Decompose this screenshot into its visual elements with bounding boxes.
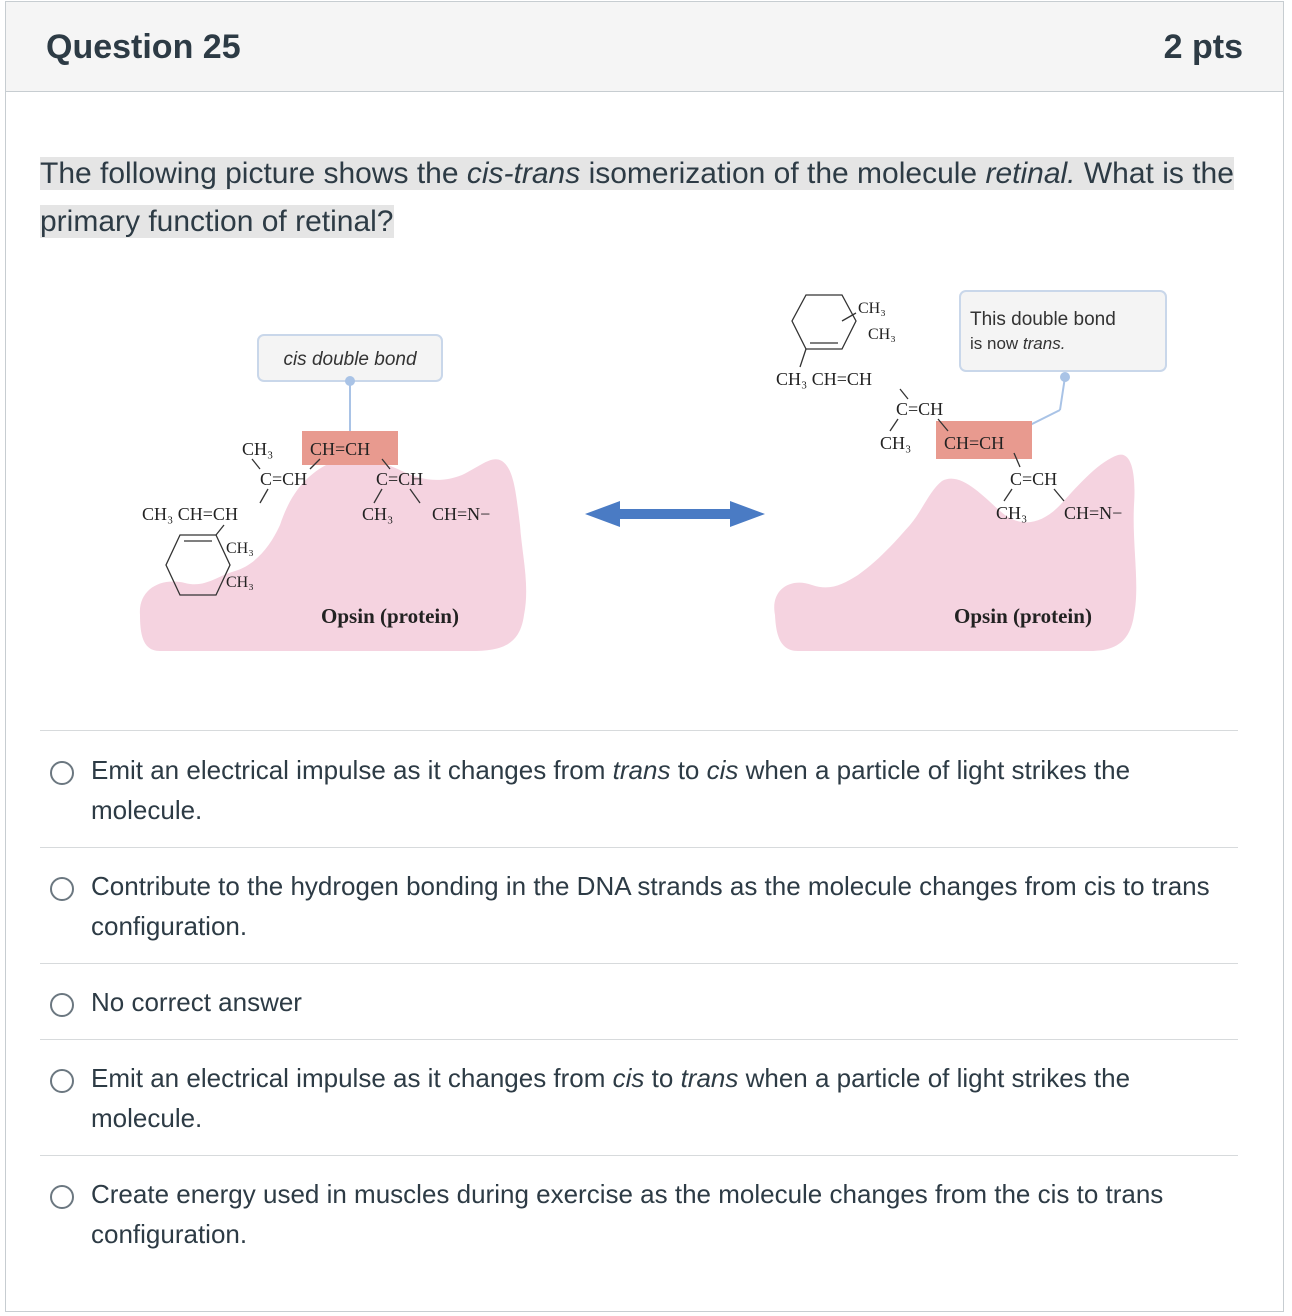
left-ring-ch3-bottom: CH₃ xyxy=(226,574,254,591)
right-ch3-mid: CH₃ xyxy=(880,433,912,453)
question-title: Question 25 xyxy=(46,28,241,66)
answer-option[interactable] xyxy=(40,1155,1238,1255)
answer-label xyxy=(91,848,1238,946)
answer-text-part: trans xyxy=(680,1063,739,1093)
answer-text-part: Contribute to the hydrogen bonding in the DNA strands as the molecule changes from cis to trans configuration. xyxy=(91,871,1210,941)
answer-text-part: Emit an electrical impulse as it changes from xyxy=(91,1063,613,1093)
answer-text-part: when a particle of light strikes the molecule. xyxy=(91,755,1131,825)
left-ring-ch3-top: CH₃ xyxy=(226,540,254,557)
radio-button[interactable] xyxy=(50,1185,74,1209)
answer-option[interactable] xyxy=(40,730,1238,847)
right-protein-label: Opsin (protein) xyxy=(954,604,1092,628)
equilibrium-double-arrow xyxy=(585,501,765,527)
trans-callout-line2a: is now xyxy=(970,334,1023,353)
radio-button[interactable] xyxy=(50,761,74,785)
answer-text-part: cis xyxy=(612,1063,645,1093)
right-ring-ch3-top: CH₃ xyxy=(858,300,886,317)
cis-callout-text: cis double bond xyxy=(283,349,417,370)
right-ch-ch-highlight: CH=CH xyxy=(944,433,1005,453)
question-points: 2 pts xyxy=(1163,28,1243,66)
right-ch-n: CH=N− xyxy=(1064,503,1123,523)
retinal-isomerization-figure xyxy=(130,285,1170,665)
right-ch3-ch: CH₃ CH=CH xyxy=(776,369,872,389)
answer-text-part: Create energy used in muscles during exercise as the molecule changes from the cis to trans configuration. xyxy=(91,1179,1164,1249)
question-header xyxy=(6,2,1283,92)
trans-callout-pointer xyxy=(1060,377,1065,410)
svg-text:is now trans. xyxy=(970,334,1065,353)
question-text-part: isomerization of the molecule xyxy=(580,157,986,190)
answer-text-part: cis xyxy=(706,755,739,785)
trans-callout-box xyxy=(960,291,1166,371)
question-text xyxy=(40,150,1236,246)
radio-button[interactable] xyxy=(50,877,74,901)
left-c-ch-right: C=CH xyxy=(376,469,424,489)
left-ch-ch-highlight: CH=CH xyxy=(310,439,371,459)
answer-label xyxy=(91,1156,1238,1254)
answer-option[interactable] xyxy=(40,847,1238,963)
answer-label xyxy=(91,731,1238,830)
question-text-part: The following picture shows the xyxy=(40,157,467,190)
answer-text-part: to xyxy=(644,1063,681,1093)
left-ch3-ch: CH₃ CH=CH xyxy=(142,504,238,524)
answer-option[interactable] xyxy=(40,963,1238,1039)
right-c-ch-upper: C=CH xyxy=(896,399,944,419)
question-text-cistrans: cis-trans xyxy=(466,157,581,190)
right-cyclohexene-ring xyxy=(792,295,856,349)
answer-text-part: to xyxy=(670,755,707,785)
answer-text-part: trans xyxy=(612,755,671,785)
left-ch3-top: CH₃ xyxy=(242,439,274,459)
radio-button[interactable] xyxy=(50,993,74,1017)
left-ch3-lower: CH₃ xyxy=(362,504,394,524)
trans-callout-line1: This double bond xyxy=(970,309,1116,330)
answer-text-part: No correct answer xyxy=(91,987,302,1017)
right-ring-ch3-bottom: CH₃ xyxy=(868,326,896,343)
left-protein-label: Opsin (protein) xyxy=(321,604,459,628)
radio-button[interactable] xyxy=(50,1069,74,1093)
answer-option[interactable] xyxy=(40,1039,1238,1155)
question-text-retinal: retinal. xyxy=(985,157,1076,190)
answer-list xyxy=(40,730,1238,1255)
left-c-ch-left: C=CH xyxy=(260,469,308,489)
right-c-ch-lower: C=CH xyxy=(1010,469,1058,489)
right-ch3-lower: CH₃ xyxy=(996,503,1028,523)
trans-callout-line2b: trans. xyxy=(1022,334,1066,353)
answer-label xyxy=(91,964,1238,1022)
answer-text-part: Emit an electrical impulse as it changes from xyxy=(91,755,613,785)
answer-label xyxy=(91,1040,1238,1138)
trans-callout-dot xyxy=(1060,372,1070,382)
question-text-part: What is the primary function of retinal? xyxy=(40,157,1234,238)
answer-text-part: when a particle of light strikes the molecule. xyxy=(91,1063,1131,1133)
left-ch-n: CH=N− xyxy=(432,504,491,524)
cis-callout-dot xyxy=(345,376,355,386)
